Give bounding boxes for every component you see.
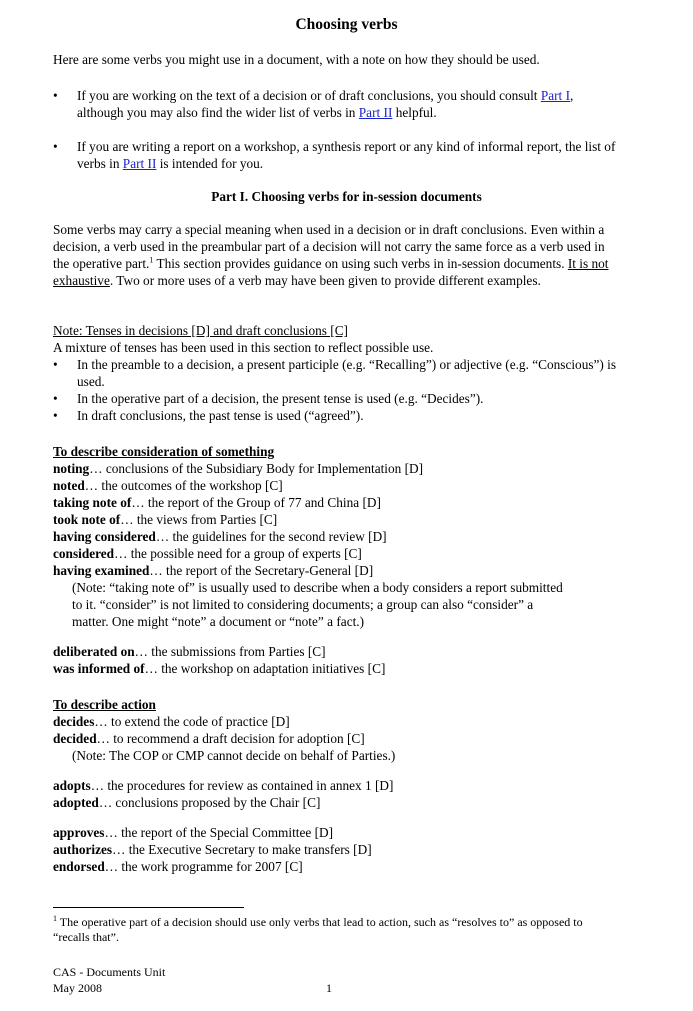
bullet-icon: • — [53, 391, 58, 406]
note-bullet: • In the operative part of a decision, the present tense is used (e.g. “Decides”). — [53, 391, 484, 406]
verb-row: adopts… the procedures for review as contained in annex 1 [D] — [53, 778, 394, 793]
verb-row: was informed of… the workshop on adaptation initiatives [C] — [53, 661, 386, 676]
page-number: 1 — [326, 981, 332, 995]
footnote: $^1$ The operative part of a decision should use only verbs that lead to action, such as “resolves to” as opposed to “recalls that”. — [53, 914, 583, 944]
verb-row: having considered… the guidelines for the second review [D] — [53, 529, 387, 544]
bullet-icon: • — [53, 139, 58, 154]
action-note: (Note: The COP or CMP cannot decide on behalf of Parties.) — [72, 748, 396, 763]
verb-row: endorsed… the work programme for 2007 [C] — [53, 859, 303, 874]
consideration-note: (Note: “taking note of” is usually used to describe when a body considers a report submitted to it. “consider” is not limited to considering documents; a group can also “consider” a matter. One might “note” a document or “note” a fact.) — [72, 580, 563, 629]
bullet-icon: • — [53, 88, 58, 103]
verb-row: considered… the possible need for a group of experts [C] — [53, 546, 362, 561]
part1-paragraph: Some verbs may carry a special meaning when used in a decision or in draft conclusions. Even within a decision, a verb used in the preambular part of a decision will not carry the same force as a verb used in the operative part.$^1$ This section provides guidance on using such verbs in in-session documents. It is not exhaustive. Two or more uses of a verb may have been given to provide different examples. — [53, 222, 609, 288]
section-heading: To describe consideration of something — [53, 444, 275, 459]
part1-heading: Part I. Choosing verbs for in-session documents — [211, 189, 482, 204]
footer — [53, 964, 165, 996]
verb-row: adopted… conclusions proposed by the Chair [C] — [53, 795, 321, 810]
verb-row: authorizes… the Executive Secretary to make transfers [D] — [53, 842, 372, 857]
part1-link[interactable]: Part I — [540, 88, 570, 103]
part2-link[interactable]: Part II — [122, 156, 157, 171]
verb-row: having examined… the report of the Secretary-General [D] — [53, 563, 374, 578]
consideration-section — [53, 443, 623, 677]
bullet-item: • If you are working on the text of a decision or of draft conclusions, you should consult Part I, although you may also find the wider list of verbs in Part II helpful. — [53, 88, 574, 120]
note-bullet: • In the preamble to a decision, a present participle (e.g. “Recalling”) or adjective (e.g. “Conscious”) is used. — [53, 357, 617, 389]
page-title: Choosing verbs — [295, 16, 398, 33]
note-text: A mixture of tenses has been used in this section to reflect possible use. — [53, 340, 434, 355]
verb-row: deliberated on… the submissions from Parties [C] — [53, 644, 326, 659]
verb-row: taking note of… the report of the Group of 77 and China [D] — [53, 495, 381, 510]
bullet-icon: • — [53, 408, 58, 423]
footnote-divider — [53, 907, 244, 908]
footer-date: May 2008 — [53, 981, 102, 995]
verb-row: decides… to extend the code of practice [D] — [53, 714, 290, 729]
intro-paragraph: Here are some verbs you might use in a document, with a note on how they should be used. — [53, 52, 540, 67]
verb-row: noting… conclusions of the Subsidiary Body for Implementation [D] — [53, 461, 424, 476]
tense-note — [53, 322, 623, 424]
bullet-item: • If you are writing a report on a workshop, a synthesis report or any kind of informal report, the list of verbs in Part II is intended for you. — [53, 139, 616, 171]
verb-row: noted… the outcomes of the workshop [C] — [53, 478, 283, 493]
footnote-ref: 1 — [149, 255, 154, 265]
section-heading: To describe action — [53, 697, 156, 712]
part2-link[interactable]: Part II — [358, 105, 393, 120]
note-heading: Note: Tenses in decisions [D] and draft conclusions [C] — [53, 323, 348, 338]
action-section — [53, 696, 623, 875]
verb-row: approves… the report of the Special Committee [D] — [53, 825, 334, 840]
verb-row: decided… to recommend a draft decision for adoption [C] — [53, 731, 365, 746]
footer-unit: CAS - Documents Unit — [53, 965, 166, 979]
note-bullet: • In draft conclusions, the past tense is used (“agreed”). — [53, 408, 364, 423]
bullet-icon: • — [53, 357, 58, 372]
verb-row: took note of… the views from Parties [C] — [53, 512, 278, 527]
